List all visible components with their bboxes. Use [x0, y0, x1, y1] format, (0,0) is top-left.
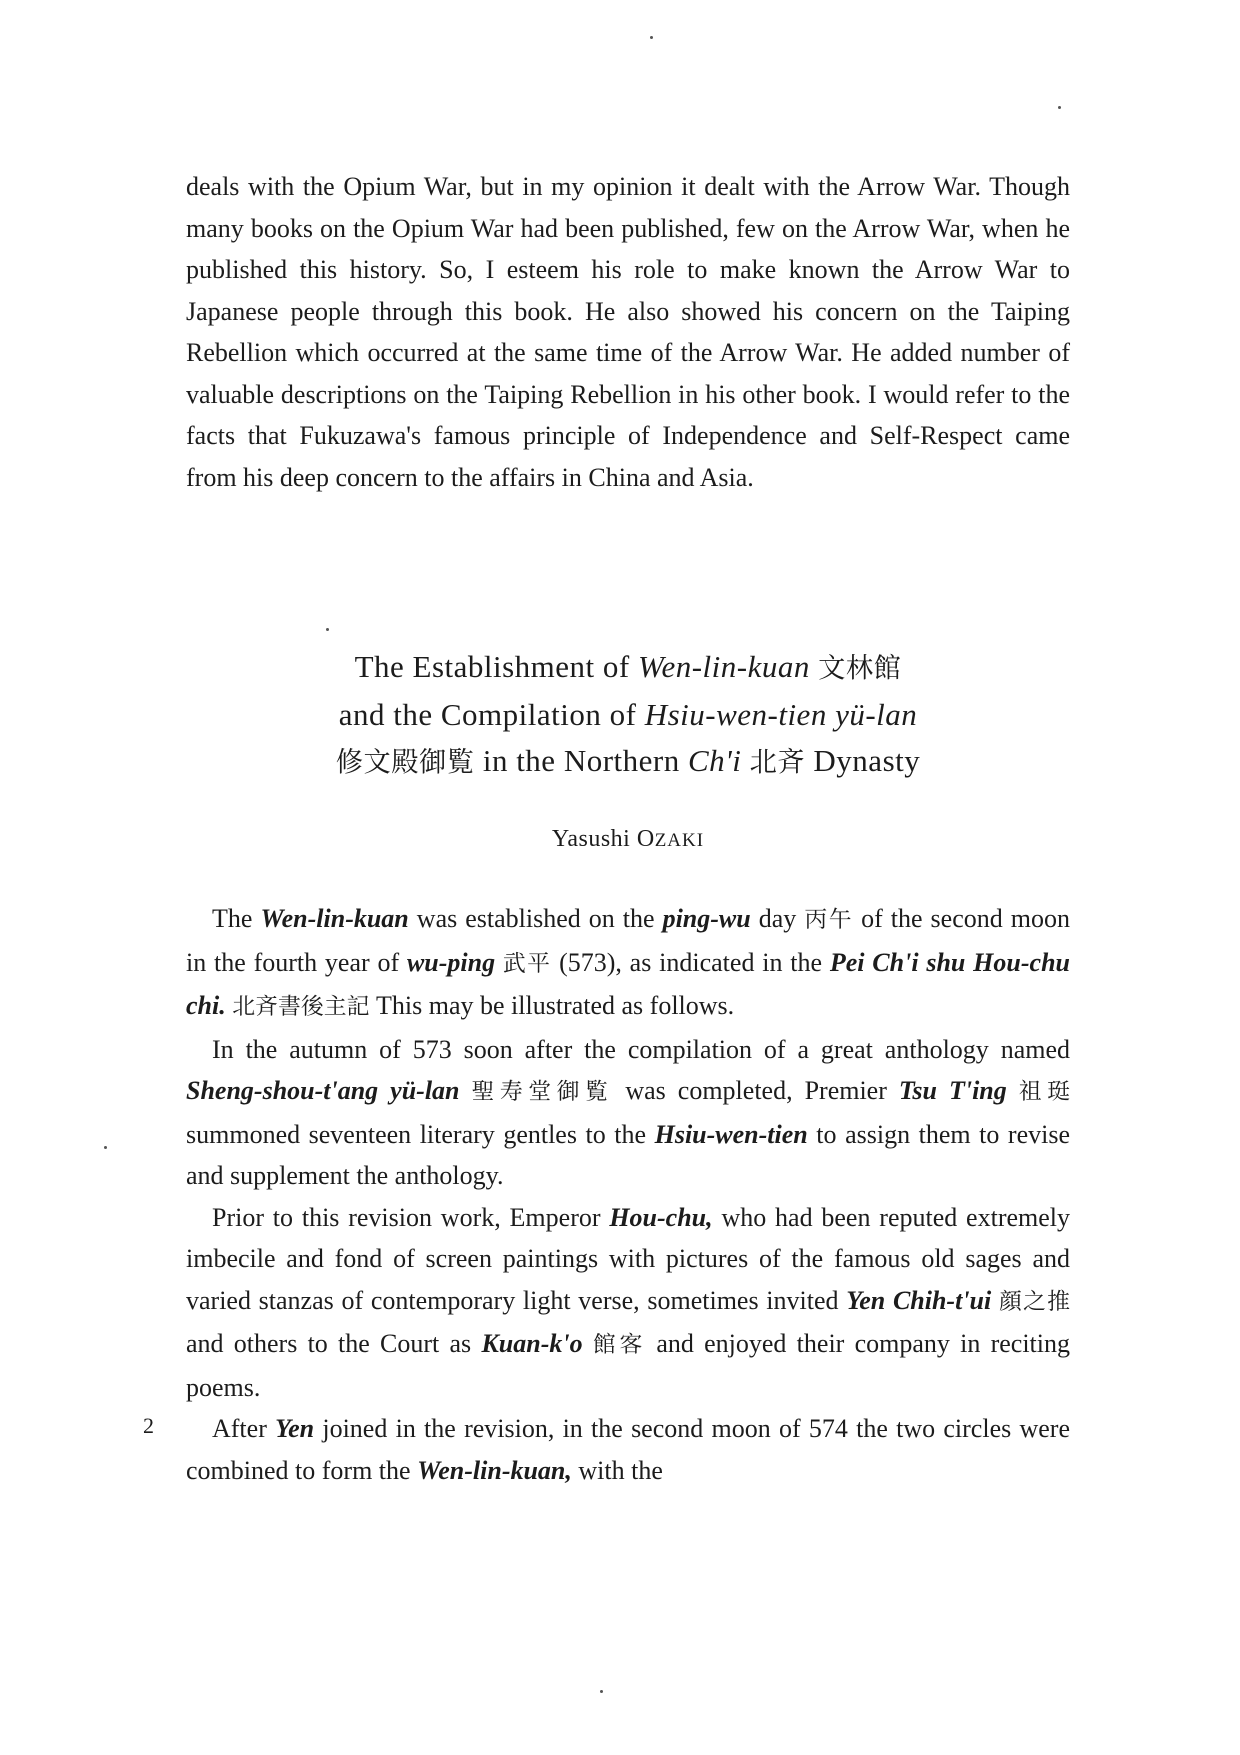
continuation-paragraph: deals with the Opium War, but in my opinion it dealt with the Arrow War. Though many books on the Opium War had been published, few on the Arrow War, when he published this history. So, I esteem his role to make known the Arrow War to Japanese people through this book. He also showed his concern on the Taiping Rebellion which occurred at the same time of the Arrow War. He added number of valuable descriptions on the Taiping Rebellion in his other book. I would refer to the facts that Fukuzawa's famous principle of Independence and Self-Respect came from his deep concern to the affairs in China and Asia. — [186, 172, 1070, 492]
paragraph-3: Prior to this revision work, Emperor Hou-chu, who had been reputed extremely imbecile and fond of screen paintings with pictures of the famous old sages and varied stanzas of contemporary light verse, sometimes invited Yen Chih-t'ui 顔之推 and others to the Court as Kuan-k'o 館客 and enjoyed their company in reciting poems. — [186, 1202, 1071, 1402]
paragraph-2: In the autumn of 573 soon after the compilation of a great anthology named Sheng-shou-t'ang yü-lan 聖寿堂御覧 was completed, Premier Tsu T'ing 祖珽 summoned seventeen literary gentles to the Hsiu-wen-tien to assign them to revise and supplement the anthology. — [186, 1034, 1071, 1190]
title-line-3: 修文殿御覧 in the Northern Ch'i 北斉 Dynasty — [335, 743, 921, 778]
article-body — [186, 898, 1070, 1491]
author-name: Yasushi OZAKI — [551, 826, 705, 852]
scan-speck — [1058, 106, 1061, 109]
scan-speck — [650, 36, 653, 39]
title-line-1: The Establishment of Wen-lin-kuan 文林館 — [354, 649, 902, 684]
previous-article-continuation — [186, 166, 1070, 498]
scan-speck — [326, 628, 329, 631]
paragraph-4: After Yen joined in the revision, in the second moon of 574 the two circles were combined to form the Wen-lin-kuan, with the — [186, 1414, 1070, 1485]
title-line-2: and the Compilation of Hsiu-wen-tien yü-lan — [338, 697, 918, 732]
paragraph-1: The Wen-lin-kuan was established on the ping-wu day 丙午 of the second moon in the fourth year of wu-ping 武平 (573), as indicated in the Pei Ch'i shu Hou-chu chi. 北斉書後主記 This may be illustrated as follows. — [186, 904, 1070, 1020]
article-title — [186, 644, 1070, 786]
scan-speck — [104, 1146, 107, 1149]
page-number: 2 — [143, 1413, 154, 1438]
scan-speck — [600, 1690, 603, 1693]
